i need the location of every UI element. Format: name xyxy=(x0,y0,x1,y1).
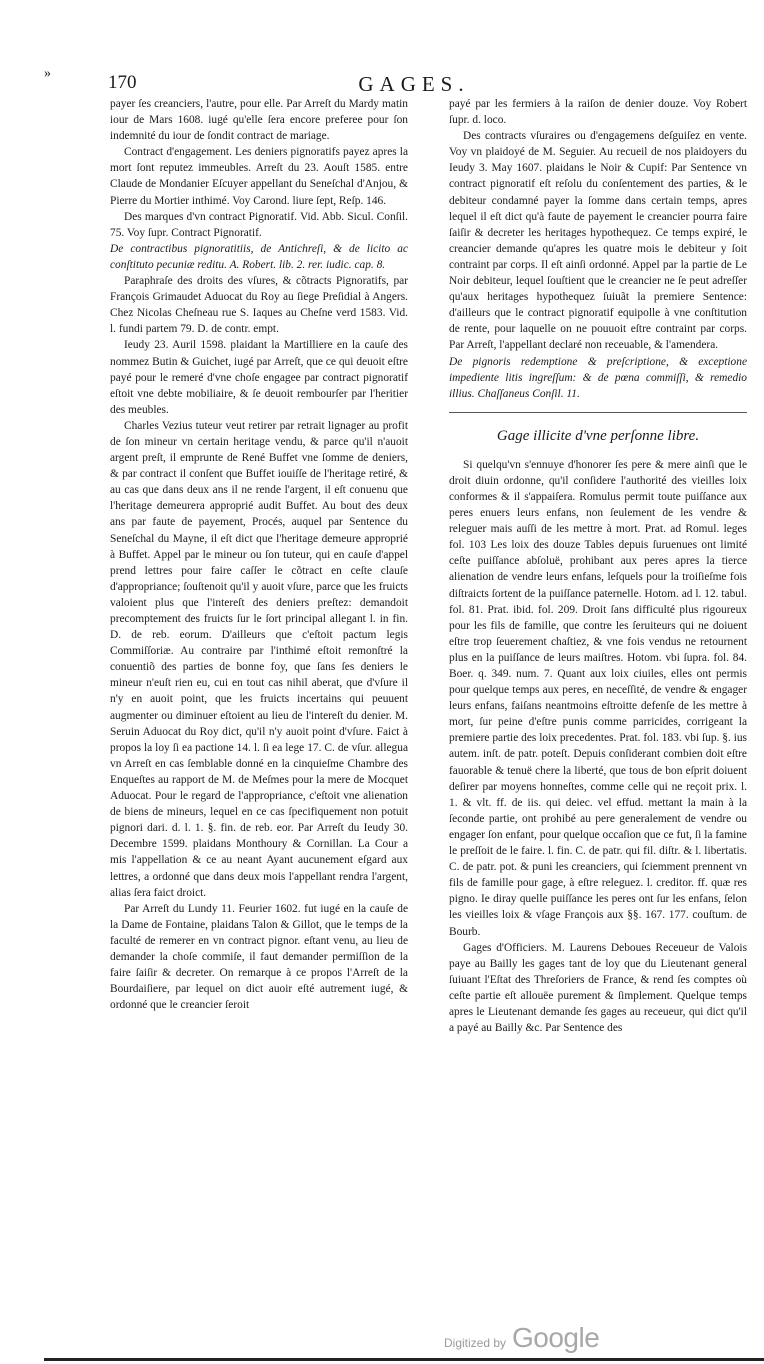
running-title: GAGES. xyxy=(358,72,470,96)
paragraph: Paraphraſe des droits des vſures, & cõtracts Pignoratifs, par François Grimaudet Aduocat du Roy au ſiege Preſidial à Angers. Chez Nicolas Cheſneau rue S. Iaques au Cheſne verd 1583. Vid. l. fundi partem 79. D. de contr. empt. xyxy=(110,275,408,336)
paragraph: Des contracts vſuraires ou d'engagemens deſguiſez en vente. Voy vn plaidoyé de M. Seguier. Au recueil de nos plaidoyers du Ieudy 3. May 1607. plaidans le Noir & Cupif: Par Sentence vn contract pignoratif eſt reſolu du conſentement des parties, & le debiteur condamné payer la ſomme dans certain temps, apres lequel il eſt dict qu'à faute de payement le creancier pourra faire ſaiſir & decreter les heritages hypothequez. Ce temps expiré, le creancier demande qu'apres les quatre mois le debiteur y ſoit contraint par corps. Il eſt ainſi ordonné. Appel par la partie de Le Noir debiteur, lequel ſouſtient que le creancier ne ſe peut adreſſer qu'aux heritages hypothequez ſuiuãt la premiere Sentence: d'ailleurs que le contract pignoratif equipolle à vne conſtitution de rente, pour laquelle on ne pouuoit eſtre contraint par corps. Par Arreſt, l'appellant declaré non receuable, & l'amendera. xyxy=(449,130,747,352)
left-column xyxy=(110,96,408,1013)
right-column-bottom xyxy=(449,457,747,1036)
paragraph: Par Arreſt du Lundy 11. Feurier 1602. fut iugé en la cauſe de la Dame de Fontaine, plaidans Talon & Gillot, que le temps de la faculté de remerer en vn contract pignor. eſtant venu, au lieu de demander la choſe commiſe, il faut demander permiſſion de la faire ſaiſir & decreter. On remarque à ce propos l'Arreſt de la Bourdaiſiere, par lequel on dict auoir eſté autrement iugé, & ordonné que le creancier ſeroit xyxy=(110,902,408,1012)
paragraph: Gages d'Officiers. M. Laurens Deboues Receueur de Valois paye au Bailly les gages tant de loy que du Lieutenant general ſuiuant l'Eſtat des Threſoriers de France, & rend ſes comptes où ceſte partie eſt allouëe purement & ſimplement. Quelque temps apres le Lieutenant demande ſes gages au receueur, qui dict qu'il a payé au Bailly &c. Par Sentence des xyxy=(449,941,747,1035)
section-divider xyxy=(449,412,747,413)
paragraph: Contract d'engagement. Les deniers pignoratifs payez apres la mort ſont reputez immeubles. Arreſt du 23. Aouſt 1585. entre Claude de Mondanier Eſcuyer appellant du Seneſchal d'Anjou, & Pierre du Mortier inthimé. Voy Carond. liure ſept, Reſp. 146. xyxy=(110,146,408,207)
page-number: 170 xyxy=(108,72,137,93)
bottom-rule xyxy=(44,1358,764,1361)
page-header xyxy=(108,72,720,98)
google-watermark xyxy=(444,1322,624,1362)
paragraph: Des marques d'vn contract Pignoratif. Vid. Abb. Sicul. Conſil. 75. Voy ſupr. Contract Pignoratif. xyxy=(110,210,408,239)
margin-marker: » xyxy=(44,66,51,81)
paragraph: De contractibus pignoratitiis, de Antichreſi, & de licito ac conſtituto pecuniæ reditu. A. Robert. lib. 2. rer. iudic. cap. 8. xyxy=(110,242,408,271)
section-title: Gage illicite d'vne perſonne libre. xyxy=(496,427,700,444)
paragraph: Ieudy 23. Auril 1598. plaidant la Martilliere en la cauſe des nommez Butin & Guichet, iugé par Arreſt, que ce qui deuoit eſtre payé pour le remeré d'vne choſe engagee par contract pignoratif eſtoit vne debte mobiliaire, & ſe deuoit rembourſer par l'heritier des meubles. xyxy=(110,339,408,416)
paragraph: De pignoris redemptione & preſcriptione, & exceptione impediente litis ingreſſum: & de pœna commiſſi, & remedio illius. Chaſſaneus Conſil. 11. xyxy=(449,355,747,400)
watermark-prefix: Digitized by xyxy=(444,1336,507,1350)
paragraph: payé par les fermiers à la raiſon de denier douze. Voy Robert ſupr. d. loco. xyxy=(449,98,747,127)
google-logo: Google xyxy=(512,1322,600,1353)
paragraph: payer ſes creanciers, l'autre, pour elle. Par Arreſt du Mardy matin iour de Mars 1608. iugé qu'elle ſera encore preferee pour ſon indemnité du iour de ſondit contract de mariage. xyxy=(110,98,408,143)
right-column xyxy=(449,96,747,1036)
right-column-top xyxy=(449,96,747,402)
paragraph: Si quelqu'vn s'ennuye d'honorer ſes pere & mere ainſi que le droit diuin ordonne, qu'il conſidere l'authorité des vieilles loix conformes & il s'appaiſera. Romulus permit toute puiſſance aux peres enuers leurs enfans, non ſeulement de les vendre & releguer mais auſſi de les mettre à mort. Prat. ad Romul. leges fol. 103 Les loix des douze Tables depuis ſuruenues ont limité ceſte puiſſance abſoluë, prohibant aux peres apres la tierce alienation de vendre leurs enfans, leſquels pour la troiſieſme fois diſtraicts ſortent de la puiſſance paternelle. Hotom. ad l. 12. tabul. fol. 81. Prat. ibid. fol. 209. Droit ſans difficulté plus rigoureux pour les fils de famille, que contre les ſeruiteurs qui ne doiuent eſtre trop ſeuerement chaſtiez, & vne fois vendus ne retournent plus en la puiſſance de leurs maiſtres. Hotom. vbi ſupra. fol. 84. Boer. q. 349. num. 7. Quant aux loix ciuiles, elles ont permis pour quelque temps aux peres, en neceſſité, de vendre & engager leurs enfans, faiſans neantmoins eſtroitte defenſe de les mettre à mort, ſur peine d'eſtre punis comme parricides, corrigeant la premiere partie des loix precedentes. Prat. fol. 183. vbi ſup. §. ius autem. inſt. de patr. poteſt. Depuis conſiderant combien doit eſtre fauorable & tenuë chere la liberté, que tous de bon eſprit doiuent deſirer par moyens honneſtes, comme celle qui ne reçoit prix. l. 1. & vlt. ff. de iis. qui deiec. vel effud. mettant la main à la ſeconde partie, ont prohibé au pere generalement de vendre ou engager ſon enfant, pour quelque occaſion que ce fut, ſi la famine le preſſoit de le faire. l. fin. C. de patr. qui fil. diſtr. & l. libertatis. C. de patr. pot. & puni les creanciers, qui ſciemment prennent vn fils de famille pour gage, à eſtre releguez. l. creditor. ff. quæ res pigno. Ie diray quelle puiſſance les peres ont ſur les enfans, ſelon les vieilles loix & vſage François aux §§. 167. 177. couſtum. de Bourb. xyxy=(449,458,747,938)
paragraph: Charles Vezius tuteur veut retirer par retrait lignager au profit de ſon mineur vn certain heritage vendu, & parce qu'il n'auoit argent preſt, il emprunte de René Buffet vne ſomme de deniers, & par contract il conſent que Buffet iouiſſe de l'heritage retiré, & au cas que dans deux ans il ne rende l'argent, il eſt conuenu que l'heritage demeurera approprié audit Buffet. Au bout des deux ans par faute de payement, Procés, auquel par Sentence du Seneſchal du Mayne, il eſt dict que l'heritage demeure approprié à Buffet. Appel par le mineur ou ſon tuteur, qui en cauſe d'appel prend lettres pour faire caſſer le cõtract en ceſte clauſe d'appropriance; ſouſtenoit qu'il y auoit vſure, parce que les fruicts valoient plus que l'intereſt des deniers preſtez: demandoit precomptement des fruicts ſur le ſort principal allegant l. in fin. D. de reb. eorum. D'ailleurs que c'eſtoit pactum legis Commiſſoriæ. Au contraire par l'inthimé eſtoit remonſtré la conuentiõ des parties de bonne foy, que ſans ſes deniers le mineur n'euſt rien eu, cui en tout cas nihil aberat, que d'vſure il n'y en auoit point, que les fruicts incertains qui peuuent augmenter ou diminuer eſtoient au lieu de l'intereſt du denier. M. Seruin Aduocat du Roy dict, qu'il n'y auoit point d'vſure. Faict à propos la loy ſi ea pactione 14. l. ſi ea lege 17. C. de vſur. allegua vn Arreſt en cas ſemblable donné en la cinquieſme Chambre des Enqueſtes au rapport de M. de Meſmes pour la mere de Mocquet Aduocat. Pour le regard de l'appropriance, c'eſtoit vne alienation de biens de mineurs, lequel en ce cas ſpecifiquement non potuit pignori dari. d. l. 1. §. fin. de reb. eor. Par Arreſt du Ieudy 30. Decembre 1599. plaidans Monthoury & Cornillan. La Cour a mis l'appellation & ce au neant Ayant aucunement eſgard aux lettres, a ordonné que dans deux mois l'appellant rendra l'argent, alias ſera faict droict. xyxy=(110,419,408,899)
